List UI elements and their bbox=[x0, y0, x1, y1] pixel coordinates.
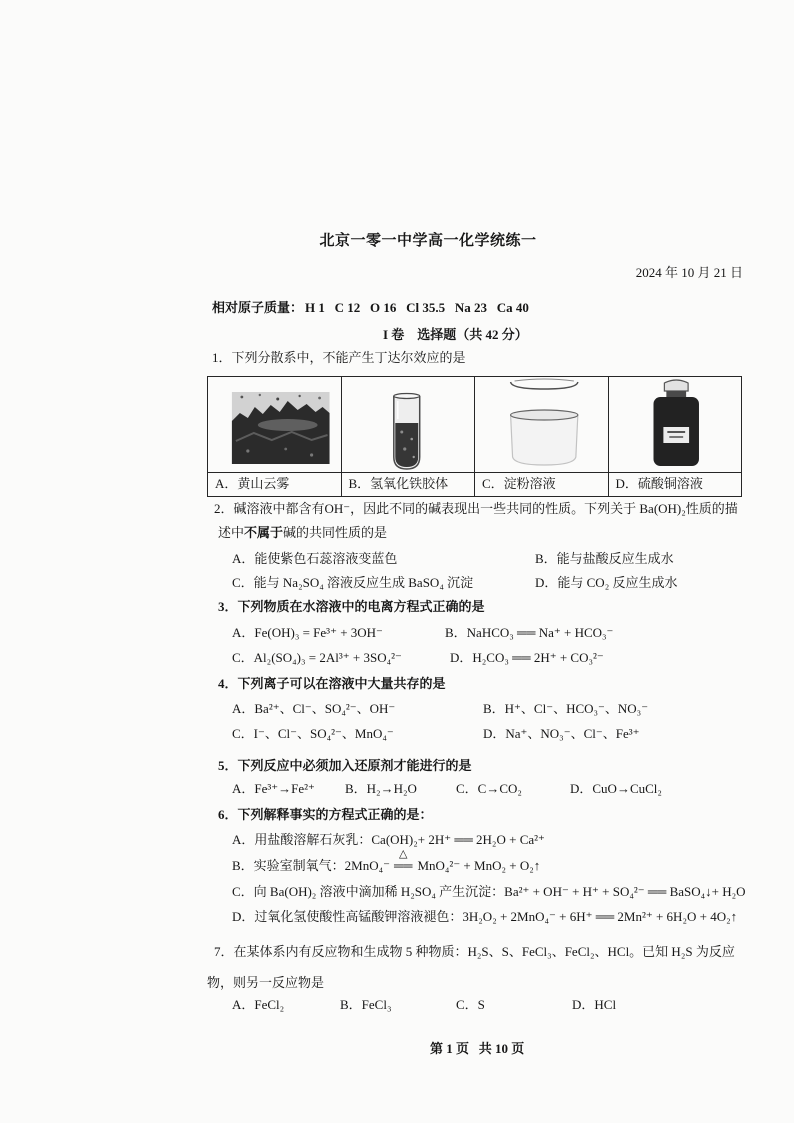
atomic-mass-line bbox=[212, 300, 529, 316]
q4-option-a: A．Ba²⁺、Cl⁻、SO₄²⁻、OH⁻ bbox=[232, 701, 396, 716]
speckle bbox=[410, 438, 413, 441]
q5-option-a: A．Fe³⁺→Fe²⁺ bbox=[232, 781, 315, 796]
figure-a-image bbox=[208, 377, 341, 472]
q7-stem-line2: 物，则另一反应物是 bbox=[207, 975, 325, 990]
solution-surface bbox=[511, 410, 578, 420]
figure-option-d bbox=[608, 377, 742, 496]
q5-option-c: C．C→CO₂ bbox=[456, 781, 522, 796]
q6-option-d: D．过氧化氢使酸性高锰酸钾溶液褪色：3H₂O₂ + 2MnO₄⁻ + 6H⁺ ══ 2Mn²⁺ + 6H₂O + 4O₂↑ bbox=[232, 909, 738, 924]
exam-date: 2024 年 10 月 21 日 bbox=[635, 265, 743, 280]
beaker-icon bbox=[475, 377, 608, 472]
q2-option-c: C．能与 Na₂SO₄ 溶液反应生成 BaSO₄ 沉淀 bbox=[232, 575, 474, 590]
figure-d-label: D．硫酸铜溶液 bbox=[609, 472, 742, 495]
speckle bbox=[400, 431, 403, 434]
q6-option-b-lhs: B．实验室制氧气：2MnO₄⁻ bbox=[232, 858, 391, 873]
figure-option-b bbox=[341, 377, 475, 496]
atomic-mass-values: H 1 C 12 O 16 Cl 35.5 Na 23 Ca 40 bbox=[305, 300, 529, 315]
q7-option-d: D．HCl bbox=[572, 997, 617, 1012]
q7-option-b: B．FeCl₃ bbox=[340, 997, 392, 1012]
q2-stem-text: 碱的共同性质的是 bbox=[283, 525, 388, 540]
figure-d-image bbox=[609, 377, 742, 472]
speckle bbox=[259, 394, 261, 396]
speckle bbox=[310, 453, 313, 456]
atomic-mass-label: 相对原子质量： bbox=[212, 300, 304, 315]
bottle-cap bbox=[664, 380, 688, 391]
colloid-liquid bbox=[395, 423, 418, 467]
q7-option-a: A．FeCl₂ bbox=[232, 997, 285, 1012]
mountain-fog-photo bbox=[208, 377, 341, 472]
q6-option-b bbox=[232, 848, 541, 874]
q6-option-a: A．用盐酸溶解石灰乳：Ca(OH)₂+ 2H⁺ ══ 2H₂O + Ca²⁺ bbox=[232, 832, 545, 847]
figure-option-c bbox=[474, 377, 608, 496]
q4-option-b: B．H⁺、Cl⁻、HCO₃⁻、NO₃⁻ bbox=[483, 701, 649, 716]
q6-option-b-rhs: MnO₄²⁻ + MnO₂ + O₂↑ bbox=[417, 858, 541, 873]
q2-option-a: A．能使紫色石蕊溶液变蓝色 bbox=[232, 551, 398, 566]
q3-option-a: A．Fe(OH)₃ = Fe³⁺ + 3OH⁻ bbox=[232, 625, 383, 640]
speckle bbox=[240, 396, 243, 399]
q3-option-c: C．Al₂(SO₄)₃ = 2Al³⁺ + 3SO₄²⁻ bbox=[232, 650, 402, 665]
beaker-top-rim bbox=[511, 382, 578, 389]
q2-stem-line2 bbox=[218, 525, 387, 541]
label-mark bbox=[669, 436, 683, 438]
q6-stem: 6．下列解释事实的方程式正确的是： bbox=[218, 807, 433, 822]
reagent-bottle-icon bbox=[609, 377, 742, 472]
q6-option-c: C．向 Ba(OH)₂ 溶液中滴加稀 H₂SO₄ 产生沉淀：Ba²⁺ + OH⁻ + H⁺ + SO₄²⁻ ══ BaSO₄↓+ H₂O bbox=[232, 884, 746, 899]
q2-stem-emphasis: 不属于 bbox=[244, 525, 284, 540]
bottle-neck bbox=[666, 391, 686, 398]
q3-option-d: D．H₂CO₃ ══ 2H⁺ + CO₃²⁻ bbox=[450, 650, 604, 665]
speckle bbox=[284, 448, 287, 451]
q7-stem-line1: 7．在某体系内有反应物和生成物 5 种物质：H₂S、S、FeCl₃、FeCl₂、HCl。已知 H₂S 为反应 bbox=[214, 944, 735, 959]
q7-option-c: C．S bbox=[456, 997, 485, 1012]
speckle bbox=[246, 449, 249, 452]
q2-option-d: D．能与 CO₂ 反应生成水 bbox=[535, 575, 678, 590]
figure-option-a bbox=[208, 377, 341, 496]
exam-title: 北京一零一中学高一化学统练一 bbox=[319, 233, 537, 249]
q1-stem: 1．下列分散系中，不能产生丁达尔效应的是 bbox=[212, 350, 466, 365]
heat-symbol: △ bbox=[398, 848, 408, 860]
figure-c-image bbox=[475, 377, 608, 472]
q2-stem-text: 述中 bbox=[218, 525, 245, 540]
q3-stem: 3．下列物质在水溶液中的电离方程式正确的是 bbox=[218, 599, 485, 614]
q2-stem-line1: 2．碱溶液中都含有OH⁻，因此不同的碱表现出一些共同的性质。下列关于 Ba(OH)₂性质的描 bbox=[214, 501, 738, 516]
q5-option-b: B．H₂→H₂O bbox=[345, 781, 417, 796]
speckle bbox=[276, 398, 279, 401]
q1-figure-table bbox=[207, 376, 742, 497]
q5-option-d: D．CuO→CuCl₂ bbox=[570, 781, 662, 796]
speckle bbox=[412, 456, 414, 458]
reaction-condition bbox=[394, 848, 413, 874]
fog-band bbox=[258, 419, 318, 431]
figure-c-label: C．淀粉溶液 bbox=[475, 472, 608, 495]
section-title: I 卷 选择题（共 42 分） bbox=[383, 327, 528, 342]
speckle bbox=[298, 395, 300, 397]
figure-a-label: A．黄山云雾 bbox=[208, 472, 341, 495]
label-mark bbox=[667, 431, 685, 433]
q3-option-b: B．NaHCO₃ ══ Na⁺ + HCO₃⁻ bbox=[445, 625, 614, 640]
q2-option-b: B．能与盐酸反应生成水 bbox=[535, 551, 674, 566]
figure-b-label: B．氢氧化铁胶体 bbox=[342, 472, 475, 495]
test-tube-icon bbox=[342, 377, 475, 472]
page-number: 第 1 页 共 10 页 bbox=[430, 1041, 525, 1056]
q4-option-c: C．I⁻、Cl⁻、SO₄²⁻、MnO₄⁻ bbox=[232, 726, 394, 741]
q5-stem: 5．下列反应中必须加入还原剂才能进行的是 bbox=[218, 758, 472, 773]
bottle-label bbox=[663, 427, 689, 443]
beaker-body bbox=[511, 415, 578, 465]
speckle bbox=[318, 397, 321, 400]
q4-stem: 4．下列离子可以在溶液中大量共存的是 bbox=[218, 676, 446, 691]
figure-b-image bbox=[342, 377, 475, 472]
q4-option-d: D．Na⁺、NO₃⁻、Cl⁻、Fe³⁺ bbox=[483, 726, 640, 741]
equation-sign: ══ bbox=[394, 858, 413, 873]
tube-rim bbox=[393, 394, 419, 399]
speckle bbox=[403, 447, 406, 450]
beaker-back-rim bbox=[515, 379, 574, 381]
